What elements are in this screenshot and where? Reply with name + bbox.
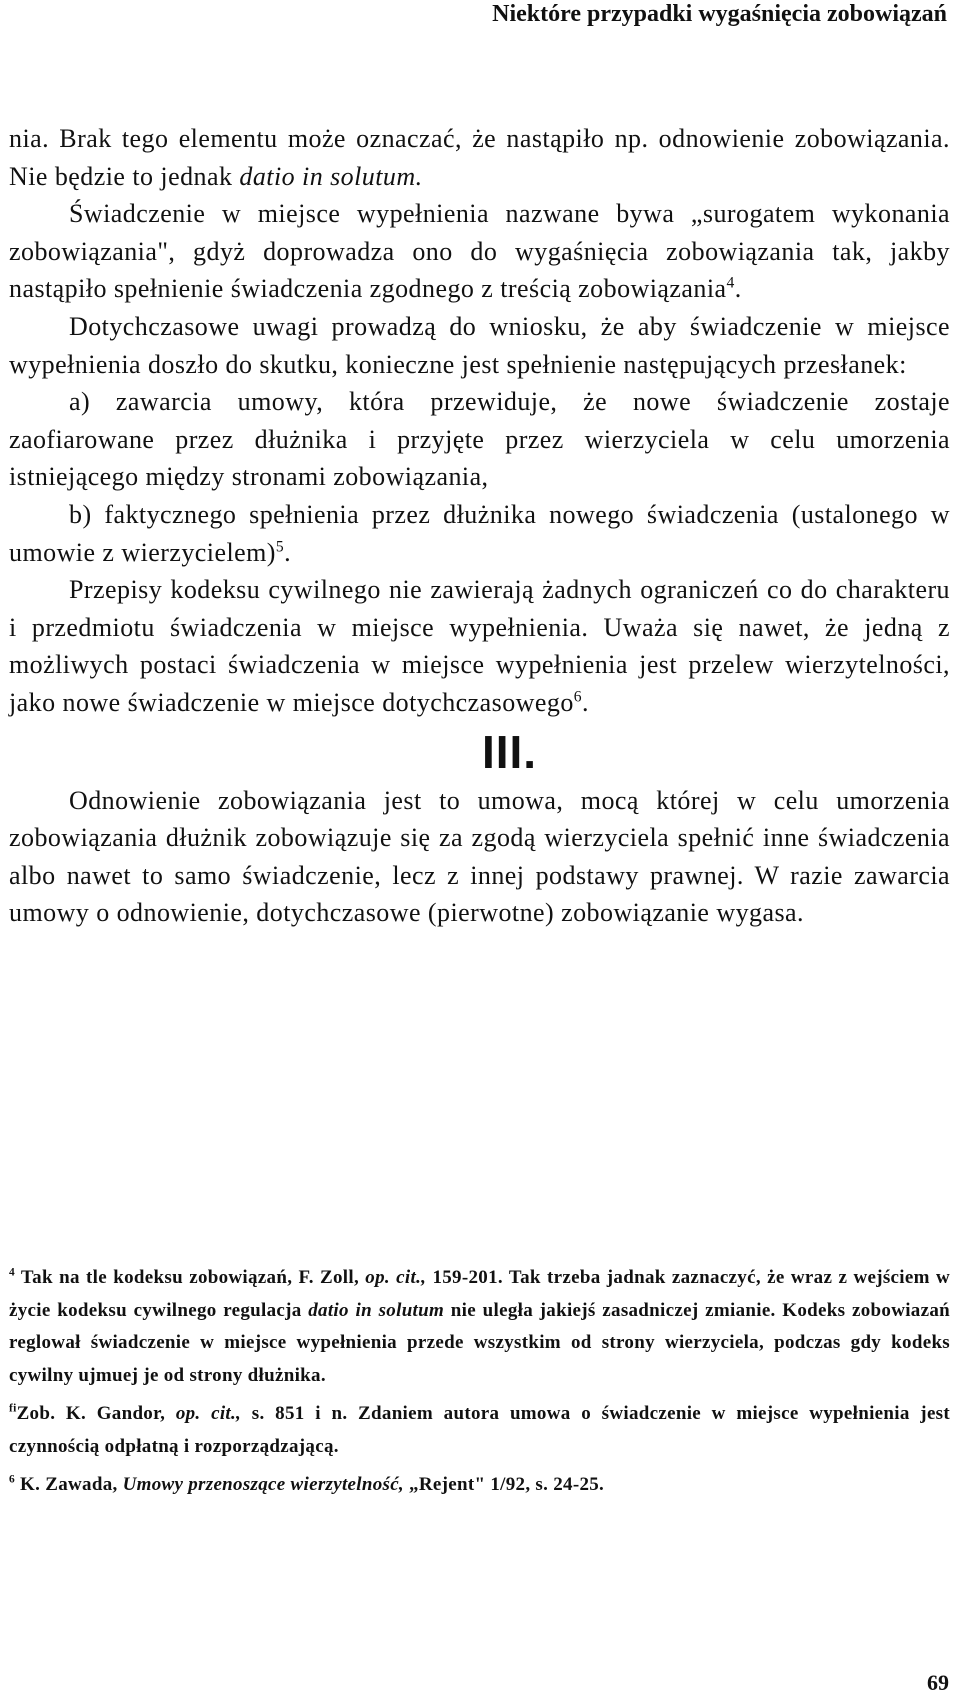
paragraph-6-end: . [582, 687, 589, 717]
paragraph-5-text: b) faktycznego spełnienia przez dłużnika nowego świadczenia (ustalonego w umowie z wierzycielem) [9, 499, 950, 567]
paragraph-2-text: Świadczenie w miejsce wypełnienia nazwane bywa „surogatem wykonania zobowiązania", gdyż doprowadza ono do wygaśnięcia zobowiązania tak, jakby nastąpiło spełnienie świadczenia zgodnego z treścią zobowiązania [9, 199, 950, 304]
paragraph-1-text: nia. Brak tego elementu może oznaczać, że nastąpiło np. odnowienie zobowiązania. Nie będzie to jednak [9, 124, 950, 191]
paragraph-1-italic: datio in solutum. [239, 161, 423, 191]
footnote-6-marker: 6 [9, 1473, 15, 1486]
footnote-6-italic-a: Umowy przenoszące wierzytelność, [122, 1474, 404, 1495]
footnote-4-marker: 4 [9, 1266, 15, 1279]
paragraph-4 [9, 383, 950, 496]
paragraph-6 [9, 571, 950, 721]
body-text [9, 120, 950, 932]
footnote-5-marker: fi [9, 1402, 17, 1415]
paragraph-5 [9, 496, 950, 571]
footnote-4-text-a: Tak na tle kodeksu zobowiązań, F. Zoll, [15, 1267, 366, 1288]
footnote-4 [9, 1262, 950, 1392]
paragraph-1 [9, 120, 950, 195]
footnote-6-text-a: K. Zawada, [15, 1474, 123, 1495]
paragraph-3-text: Dotychczasowe uwagi prowadzą do wniosku, że aby świadczenie w miejsce wypełnienia doszło do skutku, konieczne jest spełnienie następujących przesłanek: [9, 311, 950, 379]
paragraph-7 [9, 782, 950, 932]
paragraph-6-text: Przepisy kodeksu cywilnego nie zawierają żadnych ograniczeń co do charakteru i przedmiotu świadczenia w miejsce wypełnienia. Uważa się nawet, że jedną z możliwych postaci świadczenia w miejsce wypełnienia jest przelew wierzytelności, jako nowe świadczenie w miejsce dotychczasowego [9, 575, 950, 717]
footnote-5-italic-a: op. cit., [175, 1403, 242, 1424]
footnote-4-text-c: nie uległa jakiejś zasadniczej zmianie. Kodeks zobowiazań reglował świadczenie w miejsce wypełnienia przede wszystkim od strony wierzyciela, podczas gdy kodeks cywilny ujmuej je od strony dłużnika. [9, 1299, 950, 1386]
section-heading: III. [481, 725, 538, 778]
paragraph-3 [9, 308, 950, 383]
footnote-ref-6: 6 [573, 688, 583, 706]
footnote-4-text-b: 159-201. Tak trzeba jadnak zaznaczyć, że wraz z wejściem w życie kodeksu cywilnego regulacja [9, 1267, 950, 1321]
footnote-6-text-b: „Rejent" 1/92, s. 24-25. [403, 1474, 605, 1495]
footnotes [9, 1262, 950, 1508]
footnote-ref-5: 5 [275, 537, 285, 555]
footnote-5 [9, 1398, 950, 1463]
paragraph-2-end: . [734, 274, 742, 304]
footnote-5-text-b: s. 851 i n. Zdaniem autora umowa o świadczenie w miejsce wypełnienia jest czynnością odpłatną i rozporządzającą. [9, 1403, 950, 1457]
footnote-4-italic-b: datio in solutum [308, 1299, 445, 1321]
running-header: Niektóre przypadki wygaśnięcia zobowiązań [492, 1, 947, 27]
footnote-6 [9, 1469, 950, 1502]
footnote-ref-4: 4 [726, 274, 735, 292]
paragraph-5-end: . [284, 537, 292, 567]
paragraph-4-text: a) zawarcia umowy, która przewiduje, że nowe świadczenie zostaje zaofiarowane przez dłużnika i przyjęte przez wierzyciela w celu umorzenia istniejącego między stronami zobowiązania, [9, 387, 950, 492]
page-number: 69 [927, 1670, 949, 1695]
footnote-4-italic-a: op. cit., [365, 1267, 427, 1288]
footnote-5-text-a: Zob. K. Gandor, [16, 1403, 176, 1424]
paragraph-2 [9, 195, 950, 308]
paragraph-7-text: Odnowienie zobowiązania jest to umowa, mocą której w celu umorzenia zobowiązania dłużnik zobowiązuje się za zgodą wierzyciela spełnić inne świadczenia albo nawet to samo świadczenie, lecz z innej podstawy prawnej. W razie zawarcia umowy o odnowienie, dotychczasowe (pierwotne) zobowiązanie wygasa. [9, 785, 950, 928]
